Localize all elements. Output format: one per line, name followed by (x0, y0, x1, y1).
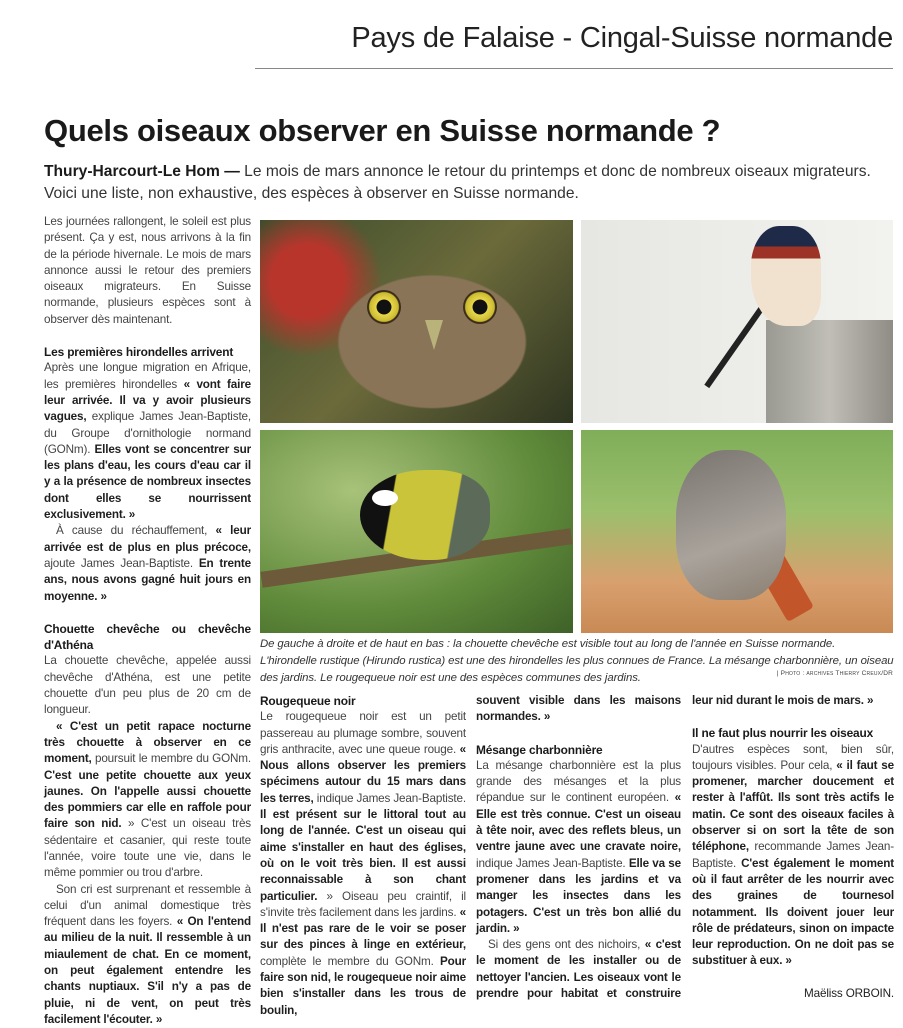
body-text: ajoute James Jean-Baptiste. (44, 556, 199, 570)
paragraph (44, 360, 251, 523)
paragraph (692, 742, 894, 970)
owl-eye (367, 290, 401, 324)
subheading: Chouette chevêche ou chevêche d'Athéna (44, 621, 251, 653)
paragraph (476, 937, 681, 1002)
body-text: » C'est un oiseau très sédentaire et casanier, qui reste toute l'année, voire toute une vie, dans le même pommier ou trou d'arbre. (44, 817, 251, 880)
text-column-1 (44, 214, 251, 1028)
body-text: indique James Jean-Baptiste. (476, 856, 629, 870)
quote-text: En trente ans, nous avons gagné huit jours en moyenne. » (44, 556, 251, 603)
body-text: Après une longue migration en Afrique, les premières hirondelles (44, 361, 251, 391)
subheading: Rougequeue noir (260, 694, 356, 708)
owl-eye (463, 290, 497, 324)
quote-text: « Nous allons observer les premiers spécimens autour du 15 mars dans les terres, (260, 742, 466, 805)
quote-text: Elles vont se concentrer sur les plans d'eau, les cours d'eau car il y a la présence de nombreux insectes dont elles se nourrissent exclusivement. » (44, 442, 252, 522)
owl-beak (425, 320, 443, 350)
subheading: Mésange charbonnière (476, 742, 603, 757)
swallow-tail (704, 307, 763, 388)
body-text: Si des gens ont des nichoirs, (488, 938, 645, 952)
body-text: poursuit le membre du GONm. (91, 752, 251, 766)
body-text: explique James Jean-Baptiste, du Groupe d'ornithologie normand (GONm). (44, 410, 251, 456)
paragraph (476, 693, 681, 726)
quote-text: Il est présent sur le littoral tout au long de l'année. C'est un oiseau qui aime s'installer en haut des églises, où on le voit très bien. Il est aussi reconnaissable à son chant particulier. (260, 808, 466, 903)
quote-text: Pour faire son nid, le rougequeue noir aime bien s'installer dans les trous de boulin, (260, 954, 466, 1017)
wooden-post (766, 320, 893, 423)
body-text: Son cri est surprenant et ressemble à celui d'un animal domestique très fréquent dans les foyers. (44, 882, 251, 929)
quote-text: leur nid durant le mois de mars. » (692, 694, 874, 707)
body-text: Les journées rallongent, le soleil est plus présent. Ça y est, nous arrivons à la fin de la période hivernale. Le mois de mars annonce aussi le retour des premiers oiseaux migrateurs. En Suisse normande, plusieurs espèces sont à observer dès maintenant. (44, 215, 251, 326)
body-text: recommande James Jean-Baptiste. (692, 840, 894, 870)
photo-black-redstart (581, 430, 893, 633)
swallow (751, 226, 821, 326)
body-text: D'autres espèces sont, bien sûr, toujours visibles. Pour cela, (692, 742, 894, 772)
quote-text: « leur arrivée est de plus en plus précoce, (44, 524, 251, 554)
body-text: indique James Jean-Baptiste. (313, 791, 466, 805)
photo-credit: | Photo : archives Thierry Creux/DR (776, 670, 893, 677)
body-text: Le rougequeue noir est un petit passereau au plumage sombre, souvent gris anthracite, avec une queue rouge. (260, 710, 466, 756)
paragraph (44, 653, 251, 718)
quote-text: C'est une petite chouette aux yeux jaunes. On l'appelle aussi chouette des pommiers car elle en raffole pour faire son nid. (44, 768, 251, 831)
article-title: Quels oiseaux observer en Suisse normande ? (44, 113, 721, 148)
paragraph (44, 214, 251, 328)
text-column-3 (476, 693, 681, 1002)
body-text: À cause du réchauffement, (56, 524, 216, 538)
quote-text: « On l'entend au milieu de la nuit. Il ressemble à un miaulement de chat. En ce moment, on peut également entendre les chants nuptiaux. S'il n'y a pas de pluie, ni de vent, on peut très facilement l'écouter. » (44, 915, 251, 1026)
body-text: complète le membre du GONm. (260, 954, 440, 968)
photo-barn-swallow (581, 220, 893, 423)
dateline: Thury-Harcourt-Le Hom — (44, 163, 240, 180)
subheading: Les premières hirondelles arrivent (44, 345, 234, 360)
great-tit (360, 470, 490, 560)
author-signature: Maëliss ORBOIN. (804, 986, 894, 1000)
lead-text: Le mois de mars annonce le retour du printemps et donc de nombreux oiseaux migrateurs. Voici une liste, non exhaustive, des espèces à observer en Suisse normande. (44, 163, 871, 202)
quote-text: souvent visible dans les maisons normandes. » (476, 694, 681, 724)
quote-text: « vont faire leur arrivée. Il va y avoir plusieurs vagues, (44, 377, 251, 424)
paragraph (44, 719, 251, 882)
paragraph (260, 709, 466, 1019)
quote-text: C'est également le moment où il faut arrêter de les nourrir avec des graines de tournesol notamment. Ils doivent jouer leur rôle de prédateurs, sinon on impacte leur reproduction. On ne doit pas se substituer à eux. » (692, 856, 894, 968)
paragraph (44, 523, 251, 604)
quote-text: « il faut se promener, marcher doucement et rester à l'affût. Ils sont très actifs le matin. Ce sont des oiseaux faciles à observer si on sort la tête de son téléphone, (692, 758, 895, 854)
text-column-2 (260, 693, 466, 1019)
article-lead (44, 161, 894, 205)
subheading: Il ne faut plus nourrir les oiseaux (692, 726, 874, 741)
section-rubric: Pays de Falaise - Cingal-Suisse normande (351, 22, 893, 54)
black-redstart (676, 450, 786, 600)
body-text: La mésange charbonnière est la plus grande des mésanges et la plus répandue sur le continent européen. (476, 758, 681, 805)
quote-text: « c'est le moment de les installer ou de nettoyer l'ancien. Les oiseaux vont le prendre pour habitat et construire (476, 938, 681, 1001)
quote-text: « Elle est très connue. C'est un oiseau à tête noir, avec des reflets bleus, un ventre jaune avec une cravate noire, (476, 791, 681, 854)
quote-text: Elle va se promener dans les jardins et va manger les insectes dans les potagers. C'est un très bon allié du jardin. » (476, 856, 681, 935)
paragraph (44, 882, 251, 1028)
quote-text: « C'est un petit rapace nocturne très chouette à observer en ce moment, (44, 719, 251, 766)
paragraph (476, 758, 681, 937)
photo-little-owl (260, 220, 573, 423)
photo-caption: De gauche à droite et de haut en bas : la chouette chevêche est visible tout au long de l'année en Suisse normande. L'hirondelle rustique (Hirundo rustica) est une des hirondelles les plus connues de France. La mésange charbonnière, un oiseau des jardins. Le rougequeue noir est une des espèces communes des jardins. (260, 638, 894, 684)
body-text: La chouette chevêche, appelée aussi chevêche d'Athéna, est une petite chouette d'un peu plus de 20 cm de longueur. (44, 654, 251, 717)
header-rule (255, 68, 893, 69)
body-text: » Oiseau peu craintif, il s'invite très facilement dans les jardins. (260, 889, 466, 919)
text-column-4 (692, 693, 894, 1002)
paragraph (692, 693, 894, 709)
photo-great-tit (260, 430, 573, 633)
quote-text: « Il n'est pas rare de le voir se poser sur des pinces à linge en extérieur, (260, 905, 466, 952)
tit-cheek (372, 490, 398, 506)
